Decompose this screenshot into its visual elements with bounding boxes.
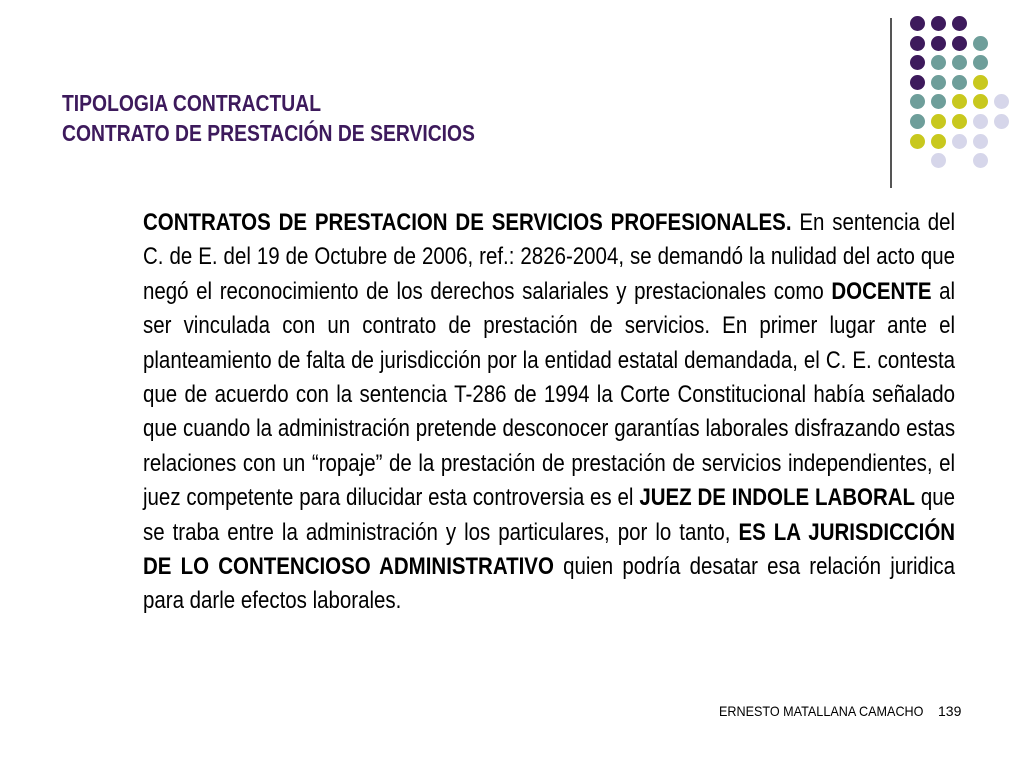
title-line-2: CONTRATO DE PRESTACIÓN DE SERVICIOS: [62, 120, 475, 146]
decorative-dot: [973, 55, 988, 70]
decorative-dot: [931, 134, 946, 149]
decorative-dot: [952, 36, 967, 51]
decorative-dot: [910, 36, 925, 51]
slide-title: [62, 88, 475, 148]
body-text-segment: al ser vinculada con un contrato de prestación de servicios. En primer lugar ante el planteamiento de falta de jurisdicción por la entidad estatal demandada, el C. E. contesta que de acuerdo con la sentencia T-286 de 1994 la Corte Constitucional había señalado que cuando la administración pretende desconocer garantías laborales disfrazando estas relaciones con un “ropaje” de la prestación de prestación de servicios independientes, el juez competente para dilucidar esta controversia es el: [143, 277, 956, 512]
decorative-dot: [931, 114, 946, 129]
footer-author: ERNESTO MATALLANA CAMACHO: [719, 703, 924, 719]
decorative-dot: [931, 94, 946, 109]
decorative-dot: [973, 114, 988, 129]
decorative-dot: [910, 94, 925, 109]
decorative-dot: [931, 55, 946, 70]
body-text-segment: En sentencia del C. de E. del 19 de Octubre de 2006, ref.: 2826-2004, se demandó la nulidad del acto que negó el reconocimiento de los derechos salariales y prestacionales como: [143, 209, 956, 305]
body-bold-docente: DOCENTE: [831, 277, 932, 305]
decorative-dot: [952, 94, 967, 109]
vertical-divider: [890, 18, 892, 188]
body-paragraph: [143, 206, 955, 619]
body-bold-heading: CONTRATOS DE PRESTACION DE SERVICIOS PROFESIONALES.: [143, 209, 792, 236]
title-line-1: TIPOLOGIA CONTRACTUAL: [62, 90, 322, 116]
decorative-dot: [910, 75, 925, 90]
body-text-segment: que se traba entre la administración y los particulares, por lo tanto,: [143, 484, 956, 546]
decorative-dot: [910, 55, 925, 70]
decorative-dot: [910, 16, 925, 31]
decorative-dot: [973, 153, 988, 168]
decorative-dot: [994, 94, 1009, 109]
decorative-dot: [952, 134, 967, 149]
decorative-dot: [952, 16, 967, 31]
decorative-dot: [952, 114, 967, 129]
decorative-dot: [973, 75, 988, 90]
body-text-segment: quien podría desatar esa relación juridica para darle efectos laborales.: [143, 553, 956, 615]
decorative-dot: [973, 36, 988, 51]
body-bold-juez: JUEZ DE INDOLE LABORAL: [639, 484, 916, 512]
decorative-dot: [931, 75, 946, 90]
decorative-dot: [973, 134, 988, 149]
decorative-dot: [910, 114, 925, 129]
decorative-dot: [931, 16, 946, 31]
decorative-dot: [952, 75, 967, 90]
decorative-dot: [931, 153, 946, 168]
page-number: 139: [938, 703, 962, 719]
decorative-dot: [994, 114, 1009, 129]
decorative-dot: [931, 36, 946, 51]
body-bold-jurisdiccion: ES LA JURISDICCIÓN DE LO CONTENCIOSO ADMINISTRATIVO: [143, 518, 956, 581]
decorative-dot: [910, 134, 925, 149]
decorative-dot: [952, 55, 967, 70]
decorative-dot: [973, 94, 988, 109]
